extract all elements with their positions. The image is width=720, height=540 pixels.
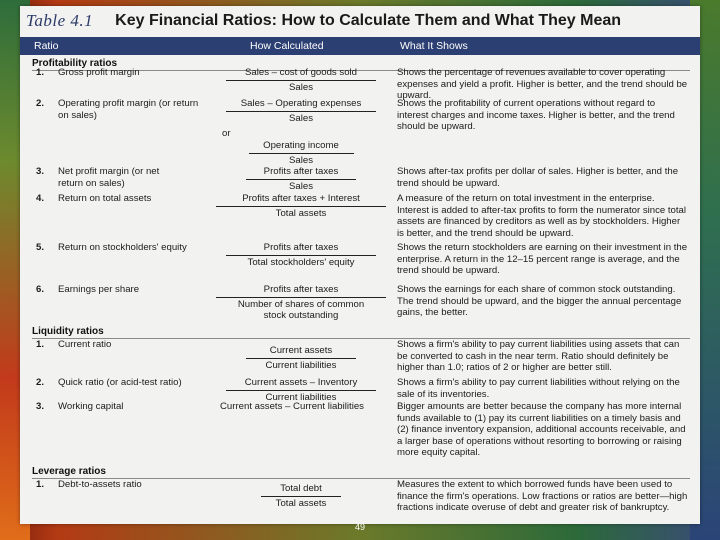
ratio-name: Debt-to-assets ratio (58, 479, 142, 490)
row-number: 6. (36, 284, 45, 295)
row-number: 1. (36, 339, 45, 350)
ratio-name: Return on stockholders' equity (58, 242, 187, 253)
formula-or: or (222, 128, 231, 139)
formula-numerator: Sales – cost of goods sold (245, 67, 357, 78)
row-number: 2. (36, 98, 45, 109)
fraction-bar (246, 358, 356, 359)
table-title: Key Financial Ratios: How to Calculate Them and What They Mean (115, 12, 622, 29)
ratio-name: Earnings per share (58, 284, 140, 295)
fraction-bar (249, 153, 354, 154)
ratio-meaning: Shows a firm's ability to pay current liabilities without relying on the sale of its inventories. (397, 377, 680, 400)
ratio-meaning: A measure of the return on total investment in the enterprise. Interest is added to after-tax profits to form the numerator since total assets are financed by creditors as well as by stockholders. Higher is better, and the trend should be upward. (397, 193, 687, 239)
ratio-meaning: Measures the extent to which borrowed funds have been used to finance the firm's operations. Low fractions or ratios are better—high fractions indicate overuse of debt and greater risk of bankruptcy. (397, 479, 688, 513)
row-number: 2. (36, 377, 45, 388)
fraction-bar (226, 255, 376, 256)
table-header (20, 37, 700, 55)
formula-numerator: Operating income (263, 140, 339, 151)
formula (205, 345, 397, 371)
row-number: 1. (36, 67, 45, 78)
row-number: 5. (36, 242, 45, 253)
ratio-name: Net profit margin (or net return on sales) (58, 166, 160, 189)
section-leverage: Leverage ratios (32, 466, 106, 477)
ratio-meaning: Shows the return stockholders are earning on their investment in the enterprise. A return in the 12–15 percent range is average, and the trend should be upward. (397, 242, 688, 276)
ratio-meaning: Shows the profitability of current operations without regard to interest charges and income taxes. Higher is better, and the trend should be upward. (397, 98, 675, 132)
row-number: 3. (36, 401, 45, 412)
ratio-name: Working capital (58, 401, 124, 412)
formula (205, 284, 397, 322)
formula-numerator: Profits after taxes + Interest (242, 193, 360, 204)
formula-denominator: Sales (289, 180, 313, 192)
fraction-bar (226, 80, 376, 81)
formula (205, 193, 397, 219)
formula-denominator: Sales (289, 81, 313, 93)
ratio-meaning: Shows a firm's ability to pay current liabilities using assets that can be converted to cash in the near term. Ratio should definitely be higher than 1.0; ratios of 2 or higher are better still. (397, 339, 680, 373)
formula-denominator: Current liabilities (265, 359, 337, 371)
ratio-meaning: Bigger amounts are better because the company has more internal funds available to (1) pay its current liabilities on a timely basis and (2) finance inventory expansion, additional accounts receivable, and a larger base of operations without resorting to borrowing or raising more equity capital. (397, 401, 686, 458)
formula-denominator: Sales (289, 112, 313, 124)
formula (205, 483, 397, 509)
ratio-meaning: Shows the earnings for each share of common stock outstanding. The trend should be upward, and the bigger the annual percentage gains, the better. (397, 284, 682, 318)
fraction-bar (226, 390, 376, 391)
formula-numerator: Current assets (269, 345, 333, 356)
fraction-bar (226, 111, 376, 112)
formula (205, 166, 397, 192)
ratio-meaning: Shows the percentage of revenues available to cover operating expenses and yield a profit. Higher is better, and the trend should be upward. (397, 67, 688, 101)
row-number: 1. (36, 479, 45, 490)
section-profitability: Profitability ratios (32, 58, 118, 69)
ratio-name: Return on total assets (58, 193, 152, 204)
formula (205, 67, 397, 93)
ratio-name: Gross profit margin (58, 67, 140, 78)
ratio-name: Quick ratio (or acid-test ratio) (58, 377, 182, 388)
page-number: 49 (354, 522, 365, 532)
ratio-meaning: Shows after-tax profits per dollar of sales. Higher is better, and the trend should be upward. (397, 166, 679, 189)
formula-denominator: Total stockholders' equity (247, 256, 355, 268)
ratio-name: Operating profit margin (or return on sales) (58, 98, 199, 121)
formula-denominator: Sales (289, 154, 313, 166)
formula-numerator: Sales – Operating expenses (240, 98, 362, 109)
header-ratio: Ratio (34, 40, 59, 52)
formula-denominator: Current liabilities (265, 391, 337, 403)
row-number: 4. (36, 193, 45, 204)
row-number: 3. (36, 166, 45, 177)
fraction-bar (261, 496, 341, 497)
formula-numerator: Profits after taxes (263, 166, 339, 177)
ratio-name: Current ratio (58, 339, 112, 350)
formula-denominator: Number of shares of common stock outstanding (237, 298, 365, 321)
formula-denominator: Total assets (275, 497, 327, 509)
formula-alternate (205, 140, 397, 166)
formula-numerator: Current assets – Inventory (244, 377, 358, 388)
header-what-it-shows: What It Shows (400, 40, 468, 52)
fraction-bar (216, 206, 386, 207)
formula-numerator: Total debt (280, 483, 322, 494)
formula-numerator: Profits after taxes (263, 242, 339, 253)
formula-denominator: Total assets (275, 207, 327, 219)
formula (205, 242, 397, 268)
header-how-calculated: How Calculated (250, 40, 324, 52)
formula (205, 377, 397, 403)
fraction-bar (216, 297, 386, 298)
table-sheet (20, 6, 700, 524)
table-label: Table 4.1 (26, 11, 94, 30)
formula-numerator: Profits after taxes (263, 284, 339, 295)
table-title-row (20, 6, 700, 36)
section-liquidity: Liquidity ratios (32, 326, 104, 337)
fraction-bar (246, 179, 356, 180)
formula (205, 98, 397, 124)
formula-text: Current assets – Current liabilities (220, 401, 364, 412)
